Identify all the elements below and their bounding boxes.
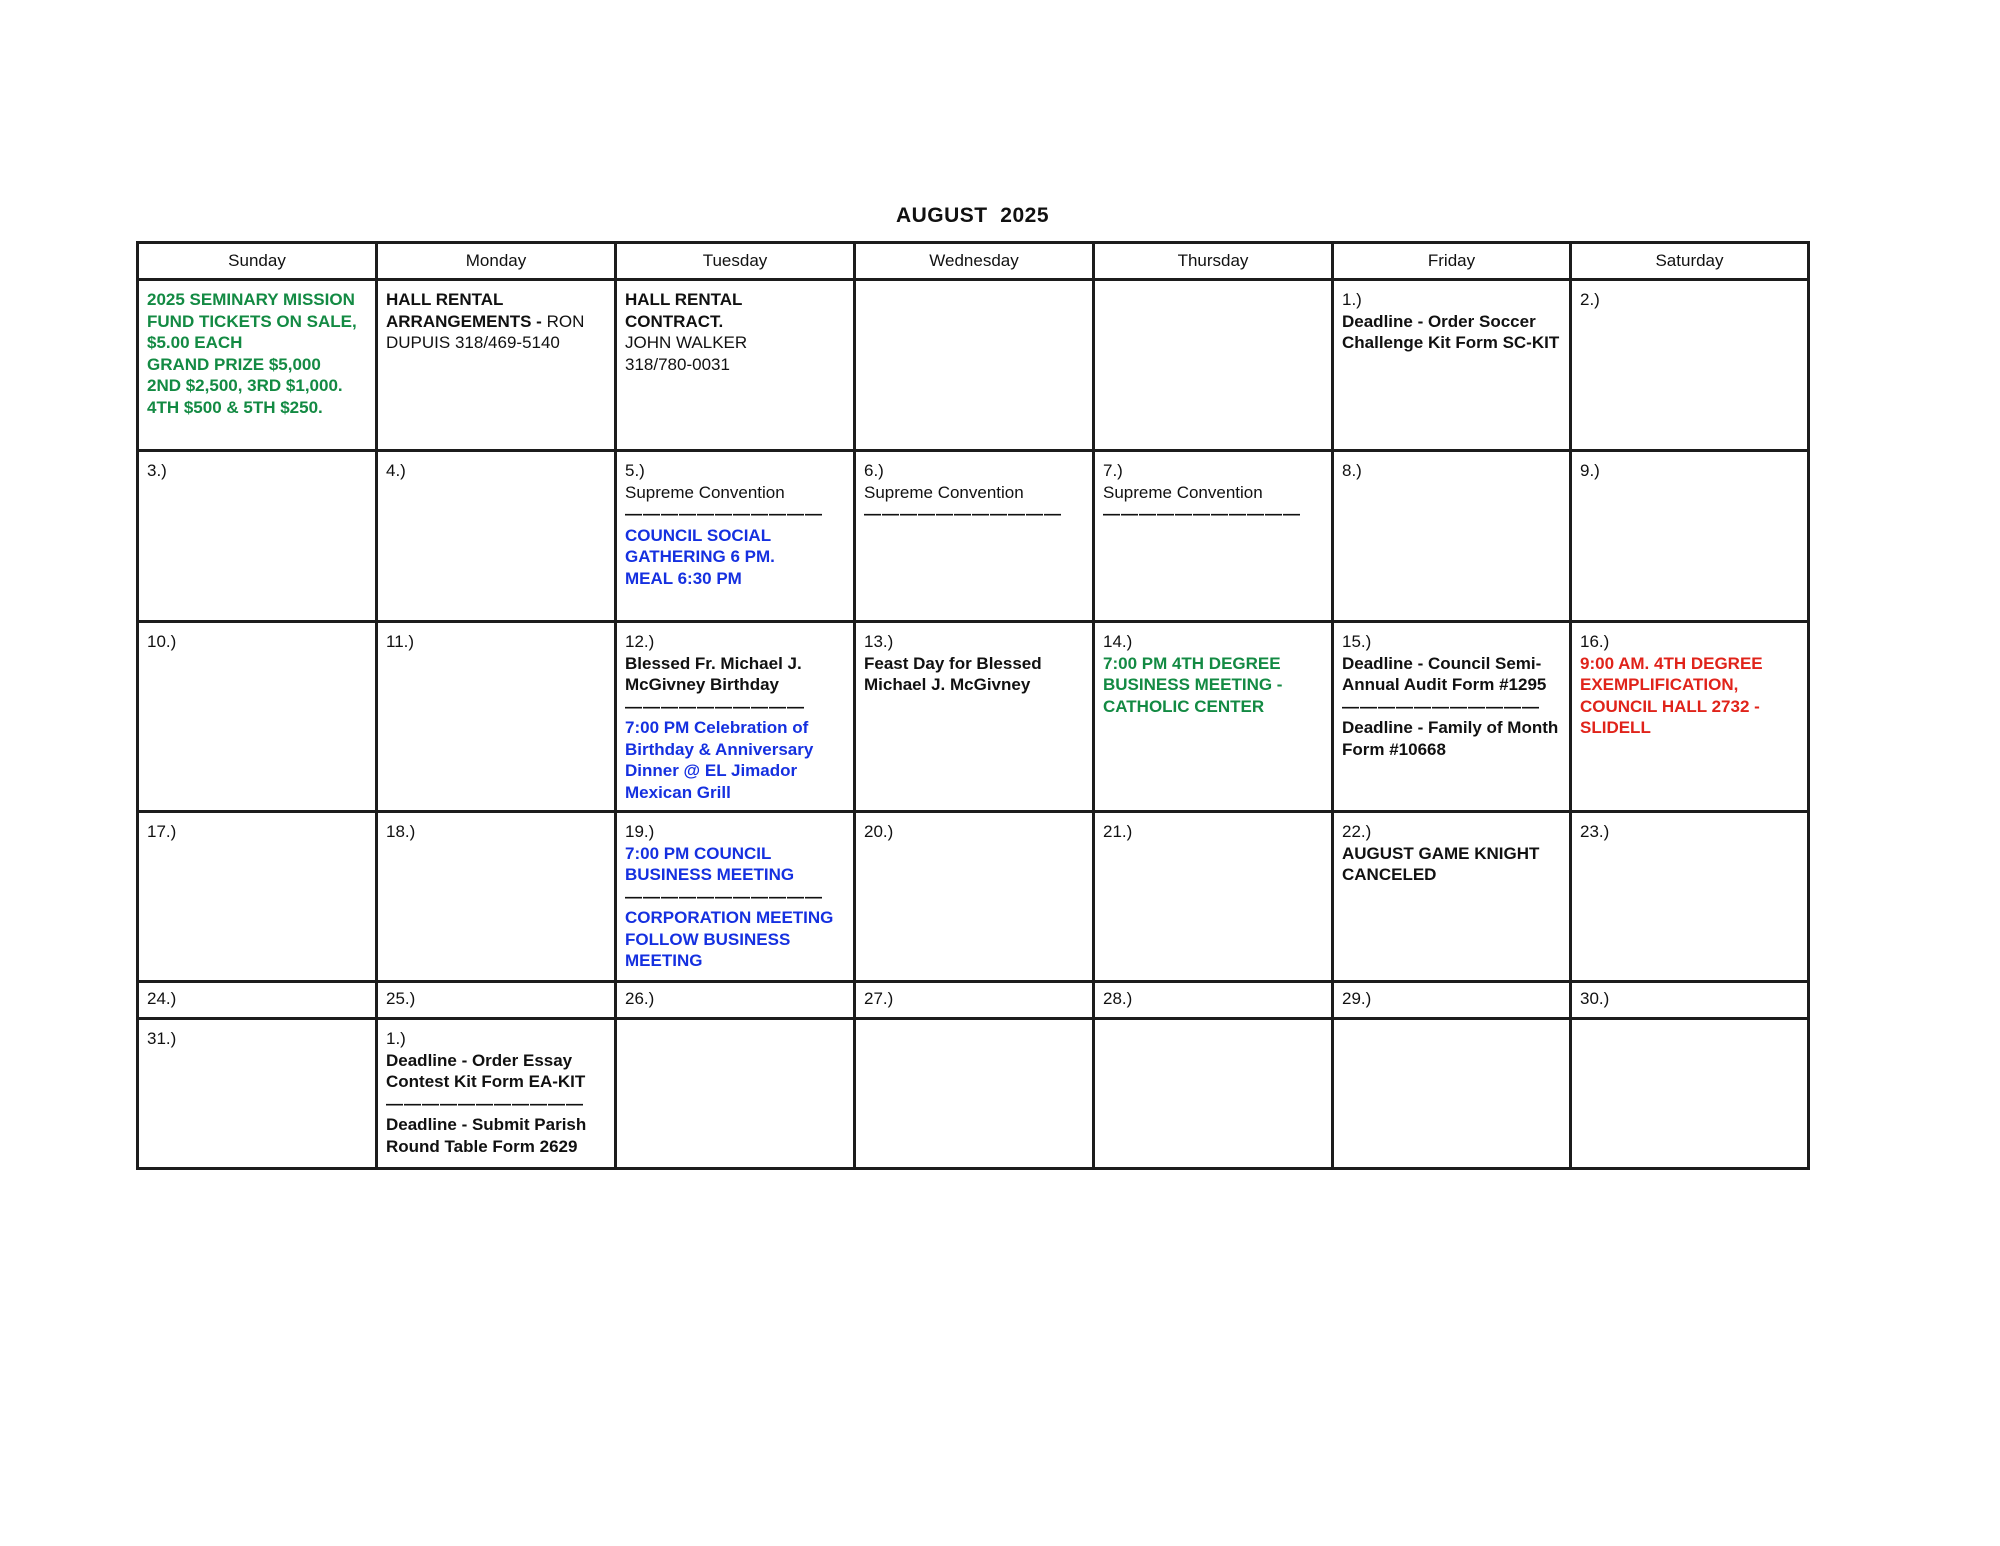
event-text: 7:00 PM COUNCIL BUSINESS MEETING — [625, 843, 795, 884]
day-number: 10.) — [147, 632, 177, 651]
weekday-header: Saturday — [1571, 243, 1809, 280]
day-cell — [1094, 622, 1333, 812]
day-cell — [855, 280, 1094, 451]
week-row — [138, 1019, 1809, 1169]
day-cell — [1333, 622, 1571, 812]
day-cell — [138, 622, 377, 812]
day-number: 29.) — [1342, 989, 1372, 1008]
day-cell — [1094, 812, 1333, 982]
day-cell — [1571, 812, 1809, 982]
week-row — [138, 812, 1809, 982]
day-cell — [138, 280, 377, 451]
day-cell — [1571, 451, 1809, 622]
day-cell — [138, 982, 377, 1019]
day-number: 14.) — [1103, 632, 1133, 651]
day-cell — [616, 812, 855, 982]
day-number: 1.) — [386, 1029, 406, 1048]
day-number: 26.) — [625, 989, 655, 1008]
event-text: JOHN WALKER — [625, 333, 748, 352]
event-text: Supreme Convention — [864, 482, 1024, 502]
separator-line: ——————————— — [625, 504, 823, 523]
week-row — [138, 982, 1809, 1019]
weekday-header: Tuesday — [616, 243, 855, 280]
day-number: 11.) — [386, 632, 415, 651]
calendar-grid — [136, 241, 1810, 1170]
separator-line: ——————————— — [625, 886, 823, 906]
day-number: 25.) — [386, 989, 416, 1008]
day-number: 3.) — [147, 461, 167, 480]
event-text: Blessed Fr. Michael J. McGivney Birthday — [625, 653, 802, 694]
day-cell — [616, 982, 855, 1019]
weekday-header: Monday — [377, 243, 616, 280]
event-text: Deadline - Council Semi-Annual Audit Form #1295 — [1342, 653, 1547, 694]
day-cell — [1333, 982, 1571, 1019]
day-cell — [1094, 1019, 1333, 1169]
day-cell — [138, 451, 377, 622]
day-cell — [1571, 622, 1809, 812]
day-number: 5.) — [625, 461, 645, 480]
day-number: 8.) — [1342, 461, 1362, 480]
day-number: 7.) — [1103, 461, 1123, 480]
weekday-header: Friday — [1333, 243, 1571, 280]
day-cell — [377, 622, 616, 812]
event-text: Deadline - Order Soccer Challenge Kit Form SC-KIT — [1342, 311, 1560, 352]
event-text: 2ND $2,500, 3RD $1,000. — [147, 376, 343, 395]
day-number: 16.) — [1580, 632, 1610, 651]
day-number: 24.) — [147, 989, 177, 1008]
week-row — [138, 622, 1809, 812]
event-text: AUGUST GAME KNIGHT CANCELED — [1342, 843, 1540, 884]
day-cell — [138, 1019, 377, 1169]
day-cell — [1571, 1019, 1809, 1169]
separator-line: ——————————— — [1103, 504, 1301, 523]
day-cell — [1333, 812, 1571, 982]
day-number: 17.) — [147, 822, 177, 841]
event-text: 2025 SEMINARY MISSION FUND TICKETS ON SALE, $5.00 EACH — [147, 290, 357, 352]
weekday-header: Wednesday — [855, 243, 1094, 280]
day-number: 12.) — [625, 632, 655, 651]
event-text: MEAL 6:30 PM — [625, 568, 742, 588]
day-cell — [377, 451, 616, 622]
event-text: Feast Day for Blessed Michael J. McGivney — [864, 653, 1042, 694]
event-detail: RON DUPUIS 318/469-5140 — [386, 311, 585, 352]
day-cell — [855, 812, 1094, 982]
event-text: Supreme Convention — [1103, 482, 1263, 502]
day-cell — [1094, 280, 1333, 451]
day-number: 28.) — [1103, 989, 1133, 1008]
day-cell — [616, 451, 855, 622]
event-text: Deadline - Submit Parish Round Table Form 2629 — [386, 1115, 587, 1156]
day-cell — [616, 280, 855, 451]
day-cell — [616, 1019, 855, 1169]
separator-line: —————————— — [625, 696, 805, 716]
day-number: 22.) — [1342, 822, 1372, 841]
day-cell — [855, 451, 1094, 622]
event-text: Deadline - Family of Month Form #10668 — [1342, 718, 1559, 759]
day-number: 15.) — [1342, 632, 1372, 651]
day-number: 20.) — [864, 822, 894, 841]
day-number: 21.) — [1103, 822, 1133, 841]
event-text: 318/780-0031 — [625, 354, 730, 374]
event-label: HALL RENTAL ARRANGEMENTS - — [386, 290, 547, 331]
separator-line: ——————————— — [386, 1093, 584, 1113]
day-number: 30.) — [1580, 989, 1610, 1008]
weekday-header-row — [138, 243, 1809, 280]
event-text: 9:00 AM. 4TH DEGREE EXEMPLIFICATION, COUNCIL HALL 2732 - SLIDELL — [1580, 653, 1763, 737]
day-cell — [377, 280, 616, 451]
day-number: 27.) — [864, 989, 894, 1008]
day-cell — [1571, 280, 1809, 451]
day-cell — [1094, 451, 1333, 622]
day-number: 2.) — [1580, 290, 1600, 309]
day-cell — [1094, 982, 1333, 1019]
day-cell — [1333, 1019, 1571, 1169]
day-number: 31.) — [147, 1029, 177, 1048]
event-text: Deadline - Order Essay Contest Kit Form EA-KIT — [386, 1050, 586, 1091]
week-row — [138, 280, 1809, 451]
event-text — [386, 289, 606, 354]
day-cell — [138, 812, 377, 982]
day-number: 9.) — [1580, 461, 1600, 480]
weekday-header: Sunday — [138, 243, 377, 280]
calendar-title: AUGUST 2025 — [895, 204, 1050, 227]
day-cell — [377, 982, 616, 1019]
day-cell — [855, 1019, 1094, 1169]
day-cell — [1571, 982, 1809, 1019]
separator-line: ——————————— — [864, 504, 1062, 523]
event-text: 7:00 PM Celebration of Birthday & Anniversary Dinner @ EL Jimador Mexican Grill — [625, 718, 814, 802]
day-number: 13.) — [864, 632, 894, 651]
day-cell — [1333, 280, 1571, 451]
event-text: GRAND PRIZE $5,000 — [147, 354, 321, 374]
day-number: 18.) — [386, 822, 416, 841]
separator-line: ——————————— — [1342, 696, 1540, 716]
week-row — [138, 451, 1809, 622]
day-number: 19.) — [625, 822, 655, 841]
event-text: COUNCIL SOCIAL GATHERING 6 PM. — [625, 525, 775, 566]
event-text: HALL RENTAL CONTRACT. — [625, 290, 743, 331]
event-text: Supreme Convention — [625, 482, 785, 502]
event-text: 7:00 PM 4TH DEGREE BUSINESS MEETING - CATHOLIC CENTER — [1103, 653, 1283, 716]
day-cell — [616, 622, 855, 812]
day-number: 4.) — [386, 461, 406, 480]
day-cell — [377, 1019, 616, 1169]
day-cell — [855, 982, 1094, 1019]
day-cell — [1333, 451, 1571, 622]
event-text: 4TH $500 & 5TH $250. — [147, 397, 323, 417]
event-text: CORPORATION MEETING FOLLOW BUSINESS MEETING — [625, 908, 834, 970]
day-number: 23.) — [1580, 822, 1610, 841]
day-cell — [855, 622, 1094, 812]
day-number: 6.) — [864, 461, 884, 480]
weekday-header: Thursday — [1094, 243, 1333, 280]
day-number: 1.) — [1342, 290, 1362, 309]
day-cell — [377, 812, 616, 982]
